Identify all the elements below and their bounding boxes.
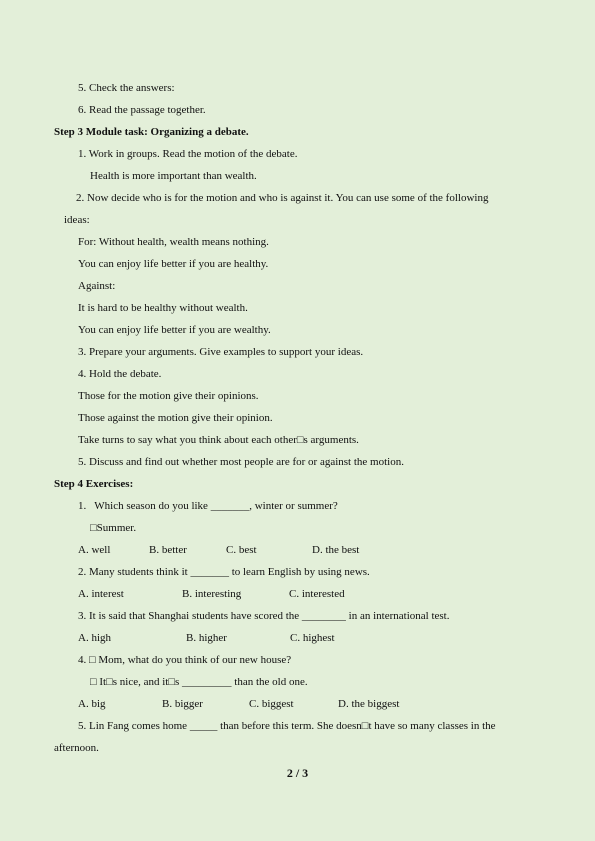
option-a: A. high <box>78 632 111 644</box>
page-number: 2 / 3 <box>286 766 309 780</box>
text-line: 3. Prepare your arguments. Give examples to support your ideas. <box>78 346 364 358</box>
text-line: Against: <box>78 280 116 292</box>
answer-line: □Summer. <box>90 522 137 534</box>
text-line: Those for the motion give their opinions. <box>78 390 259 402</box>
option-c: C. best <box>226 544 257 556</box>
text-line: 5. Discuss and find out whether most people are for or against the motion. <box>78 456 404 468</box>
text-line: For: Without health, wealth means nothing. <box>78 236 269 248</box>
text-line: Health is more important than wealth. <box>90 170 257 182</box>
option-b: B. interesting <box>182 588 242 600</box>
text-line: 5. Check the answers: <box>78 82 175 94</box>
section-heading: Step 4 Exercises: <box>54 478 134 490</box>
text-line: Take turns to say what you think about each other□s arguments. <box>78 434 359 446</box>
text-line: 6. Read the passage together. <box>78 104 206 116</box>
text-line: You can enjoy life better if you are wealthy. <box>78 324 271 336</box>
question-3: 3. It is said that Shanghai students have scored the ________ in an international test. <box>78 610 450 622</box>
question-2: 2. Many students think it _______ to learn English by using news. <box>78 566 370 578</box>
option-a: A. interest <box>78 588 124 600</box>
text-line: It is hard to be healthy without wealth. <box>78 302 248 314</box>
text-line: 1. Work in groups. Read the motion of the debate. <box>78 148 298 160</box>
text-line: 4. Hold the debate. <box>78 368 162 380</box>
text-line: ideas: <box>64 214 90 226</box>
option-b: B. bigger <box>162 698 203 710</box>
option-c: C. highest <box>290 632 335 644</box>
option-c: C. interested <box>289 588 345 600</box>
text-line: You can enjoy life better if you are healthy. <box>78 258 269 270</box>
text-line: 2. Now decide who is for the motion and who is against it. You can use some of the following <box>76 192 489 204</box>
text-line: afternoon. <box>54 742 99 754</box>
option-a: A. well <box>78 544 111 556</box>
option-d: D. the best <box>312 544 360 556</box>
option-d: D. the biggest <box>338 698 400 710</box>
section-heading: Step 3 Module task: Organizing a debate. <box>54 126 249 138</box>
option-b: B. better <box>149 544 187 556</box>
answer-line: □ It□s nice, and it□s _________ than the old one. <box>90 676 308 688</box>
option-b: B. higher <box>186 632 227 644</box>
question-4: 4. □ Mom, what do you think of our new house? <box>78 654 292 666</box>
question-5: 5. Lin Fang comes home _____ than before this term. She doesn□t have so many classes in the <box>78 720 496 732</box>
option-c: C. biggest <box>249 698 294 710</box>
text-line: Those against the motion give their opinion. <box>78 412 273 424</box>
option-a: A. big <box>78 698 106 710</box>
question-1: 1. Which season do you like _______, winter or summer? <box>78 500 338 512</box>
